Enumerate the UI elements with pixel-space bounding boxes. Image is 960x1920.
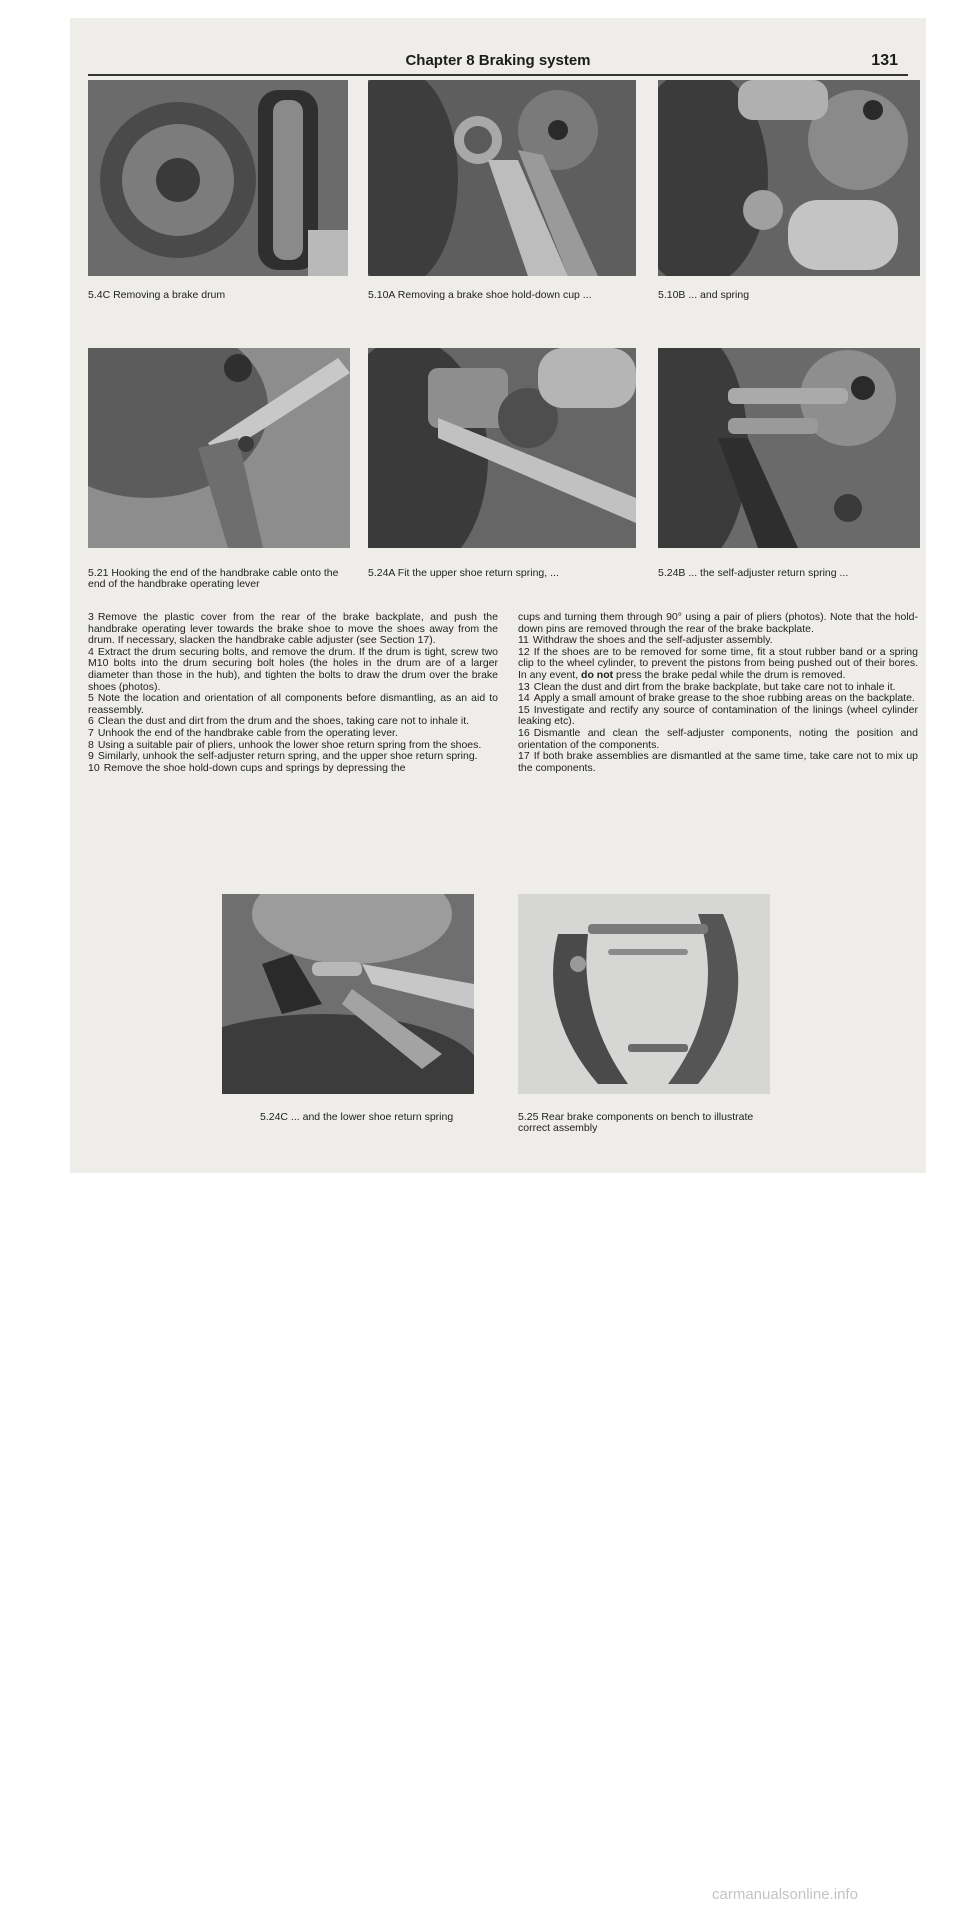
photo-rear-brake-components xyxy=(518,894,770,1094)
paragraph: 13 Clean the dust and dirt from the brake backplate, but take care not to inhale it. xyxy=(518,680,896,693)
paragraph: 3 Remove the plastic cover from the rear of the brake backplate, and push the handbrake operating lever towards the brake shoe to move the shoes away from the drum. If necessary, slacken the handbrake cable adjuster (see Section 17). xyxy=(88,611,498,647)
paragraph: 11 Withdraw the shoes and the self-adjuster assembly. xyxy=(518,634,773,647)
paragraph: 10 Remove the shoe hold-down cups and springs by depressing the xyxy=(88,761,406,774)
caption-5-24c: 5.24C ... and the lower shoe return spring xyxy=(260,1111,454,1123)
page-number: 131 xyxy=(871,52,898,69)
photo-brake-drum-removal xyxy=(88,80,348,276)
photo-self-adjuster-spring xyxy=(658,348,920,548)
paragraph: 5 Note the location and orientation of all components before dismantling, as an aid to reassembly. xyxy=(88,692,498,716)
caption-5-25: 5.25 Rear brake components on bench to illustrate correct assembly xyxy=(518,1111,754,1134)
photo-handbrake-cable xyxy=(88,348,350,548)
photo-lower-return-spring xyxy=(222,894,474,1094)
paragraph: 15 Investigate and rectify any source of contamination of the linings (wheel cylinder leaking etc). xyxy=(518,703,918,728)
emphasis-do-not: do not xyxy=(581,668,614,681)
paragraph: 16 Dismantle and clean the self-adjuster components, noting the position and orientation of the components. xyxy=(518,726,918,751)
caption-5-24a: 5.24A Fit the upper shoe return spring, ... xyxy=(368,567,559,579)
paragraph: 9 Similarly, unhook the self-adjuster return spring, and the upper shoe return spring. xyxy=(88,750,478,763)
paragraph: 8 Using a suitable pair of pliers, unhook the lower shoe return spring from the shoes. xyxy=(88,738,482,751)
paragraph: 14 Apply a small amount of brake grease to the shoe rubbing areas on the backplate. xyxy=(518,692,915,705)
watermark: carmanualsonline.info xyxy=(712,1886,858,1903)
paragraph: cups and turning them through 90° using a pair of pliers (photos). Note that the hold-down pins are removed through the rear of the brake backplate. xyxy=(518,611,918,635)
paragraph: 6 Clean the dust and dirt from the drum and the shoes, taking care not to inhale it. xyxy=(88,715,470,728)
caption-5-10a: 5.10A Removing a brake shoe hold-down cup ... xyxy=(368,289,592,301)
photo-upper-return-spring xyxy=(368,348,636,548)
caption-5-24b: 5.24B ... the self-adjuster return spring ... xyxy=(658,567,849,579)
body-right-column xyxy=(518,612,918,774)
paragraph: 17 If both brake assemblies are dismantled at the same time, take care not to mix up the components. xyxy=(518,750,918,774)
caption-5-10b: 5.10B ... and spring xyxy=(658,289,750,301)
caption-5-4c: 5.4C Removing a brake drum xyxy=(88,289,226,301)
header-rule xyxy=(88,74,908,76)
photo-hold-down-spring xyxy=(658,80,920,276)
paragraph: 12 If the shoes are to be removed for some time, fit a stout rubber band or a spring clip to the wheel cylinder, to prevent the pistons from being pushed out of their bores. In any event, do not press the brake pedal while the drum is removed. xyxy=(518,645,918,681)
photo-hold-down-cup xyxy=(368,80,636,276)
chapter-title: Chapter 8 Braking system xyxy=(405,52,591,69)
caption-5-21: 5.21 Hooking the end of the handbrake cable onto the end of the handbrake operating lever xyxy=(88,567,339,590)
paragraph: 4 Extract the drum securing bolts, and remove the drum. If the drum is tight, screw two M10 bolts into the drum securing bolt holes (the holes in the drum are of a larger diameter than those in the hub), and tighten the bolts to draw the drum over the brake shoes (photos). xyxy=(88,645,498,693)
body-left-column xyxy=(88,612,498,774)
manual-page xyxy=(70,18,926,1173)
paragraph: 7 Unhook the end of the handbrake cable from the operating lever. xyxy=(88,726,398,739)
